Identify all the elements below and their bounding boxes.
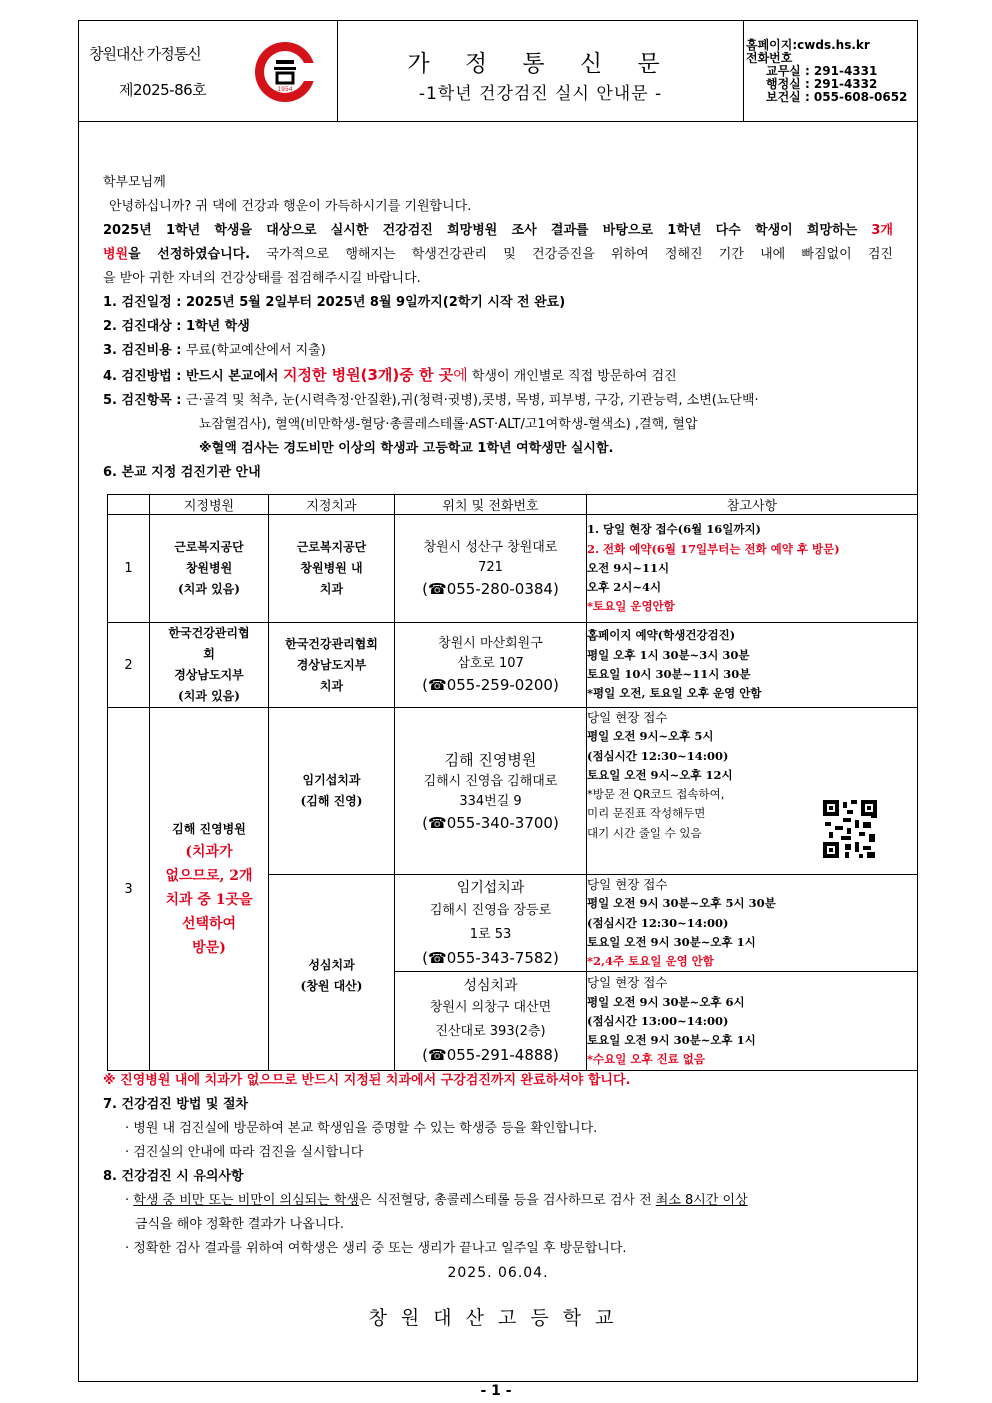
issue-date: 2025. 06.04. [447, 1265, 549, 1281]
qr-code-icon[interactable] [823, 800, 877, 858]
notes-cell: 홈페이지 예약(학생건강검진) 평일 오후 1시 30분~3시 30분 토요일 10시 30분~11시 30분 *평일 오전, 토요일 오후 운영 안함 [587, 623, 918, 708]
intro-line-3: 병원을 선정하였습니다. 국가적으로 행해지는 학생건강관리 및 건강증진을 위하여 정해진 기간 내에 빠짐없이 검진 [103, 247, 893, 262]
page-number: - 1 - [480, 1383, 512, 1399]
intro-line-2: 2025년 1학년 학생을 대상으로 실시한 건강검진 희망병원 조사 결과를 바탕으로 1학년 다수 학생이 희망하는 3개 [103, 223, 893, 238]
table-header-row [108, 495, 918, 515]
location-cell: 성심치과 창원시 의창구 대산면 진산대로 393(2층) (☎055-291-4888) [395, 972, 587, 1071]
dental-cell: 한국건강관리협회 경상남도지부 치과 [269, 623, 395, 708]
item-4: 4. 검진방법 : 반드시 본교에서 지정한 병원(3개)중 한 곳에 학생이 개인별로 직접 방문하여 검진 [103, 366, 677, 384]
school-logo-icon [254, 41, 316, 103]
header-center-cell [338, 21, 744, 121]
header [79, 21, 917, 122]
location-cell: 창원시 성산구 창원대로 721 (☎055-280-0384) [395, 515, 587, 623]
item-7-a: · 병원 내 검진실에 방문하여 본교 학생임을 증명할 수 있는 학생증 등을 확인합니다. [125, 1121, 598, 1136]
header-location: 위치 및 전화번호 [395, 495, 587, 515]
header-num [108, 495, 150, 515]
item-6: 6. 본교 지정 검진기관 안내 [103, 465, 261, 480]
item-8: 8. 건강검진 시 유의사항 [103, 1169, 244, 1184]
table-row [108, 708, 918, 875]
contact-info [746, 39, 907, 104]
table-row [108, 515, 918, 623]
page-frame [78, 20, 918, 1382]
item-7-b: · 검진실의 안내에 따라 검진을 실시합니다 [125, 1145, 364, 1160]
item-5-note: ※혈액 검사는 경도비만 이상의 학생과 고등학교 1학년 여학생만 실시함. [199, 441, 614, 456]
intro-line-1: 안녕하십니까? 귀 댁에 건강과 행운이 가득하시기를 기원합니다. [109, 199, 472, 214]
letter-footer [103, 1069, 893, 1285]
phone-health: 보건실 : 055-608-0652 [766, 90, 908, 104]
table-row [108, 623, 918, 708]
letter-body [103, 171, 893, 485]
header-notes: 참고사항 [587, 495, 918, 515]
phone-number: (☎055-280-0384) [422, 579, 559, 598]
row-number: 3 [108, 708, 150, 1071]
phone-label: 전화번호 [746, 51, 793, 65]
location-cell: 임기섭치과 김해시 진영읍 장등로 1로 53 (☎055-343-7582) [395, 875, 587, 972]
hospital-table [107, 494, 918, 1071]
phone-office: 교무실 : 291-4331 [766, 64, 878, 78]
phone-number: (☎055-259-0200) [422, 676, 559, 694]
hospital-cell: 한국건강관리협 회 경상남도지부 (치과 있음) [150, 623, 269, 708]
header-right-cell [744, 21, 917, 121]
notes-cell: 1. 당일 현장 접수(6월 16일까지) 2. 전화 예약(6월 17일부터는 전화 예약 후 방문) 오전 9시~11시 오후 2시~4시 *토요일 운영안함 [587, 515, 918, 623]
location-cell: 김해 진영병원 김해시 진영읍 김해대로 334번길 9 (☎055-340-3700) [395, 708, 587, 875]
notes-cell: 당일 현장 접수 평일 오전 9시~오후 5시 (점심시간 12:30~14:00) 토요일 오전 9시~오후 12시 *방문 전 QR코드 접속하여, 미리 문진표 작성해두면 대기 시간 줄일 수 있음 [587, 708, 918, 875]
item-8-b: · 정확한 검사 결과를 위하여 여학생은 생리 중 또는 생리가 끝나고 일주일 후 방문합니다. [125, 1241, 627, 1256]
hospital-cell: 김해 진영병원 (치과가 없으므로, 2개 치과 중 1곳을 선택하여 방문) [150, 708, 269, 1071]
hospital-cell: 근로복지공단 창원병원 (치과 있음) [150, 515, 269, 623]
notes-cell: 당일 현장 접수 평일 오전 9시 30분~오후 5시 30분 (점심시간 12:30~14:00) 토요일 오전 9시 30분~오후 1시 *2,4주 토요일 운영 안함 [587, 875, 918, 972]
intro-line-4: 을 받아 귀한 자녀의 건강상태를 점검해주시길 바랍니다. [103, 271, 421, 286]
document-subtitle: -1학년 건강검진 실시 안내문 - [418, 84, 663, 104]
row-number: 2 [108, 623, 150, 708]
greeting: 학부모님께 [103, 175, 166, 190]
phone-number: (☎055-291-4888) [422, 1046, 559, 1065]
dental-cell: 성심치과 (창원 대산) [269, 875, 395, 1071]
row-number: 1 [108, 515, 150, 623]
item-8-a: · 학생 중 비만 또는 비만이 의심되는 학생은 식전혈당, 총콜레스테롤 등을 검사하므로 검사 전 최소 8시간 이상 [125, 1193, 748, 1208]
item-1: 1. 검진일정 : 2025년 5월 2일부터 2025년 8월 9일까지(2학기 시작 전 완료) [103, 295, 566, 310]
phone-admin: 행정실 : 291-4332 [766, 77, 878, 91]
phone-number: (☎055-343-7582) [422, 949, 559, 968]
homepage-link[interactable]: 홈페이지:cwds.hs.kr [746, 38, 870, 52]
school-name: 창원대산 가정통신 [89, 45, 201, 63]
header-left-cell [79, 21, 338, 121]
location-cell: 창원시 마산회원구 삼호로 107 (☎055-259-0200) [395, 623, 587, 708]
logo-year: 1954 [277, 86, 293, 93]
item-3: 3. 검진비용 : 무료(학교예산에서 지출) [103, 343, 326, 358]
dental-cell: 근로복지공단 창원병원 내 치과 [269, 515, 395, 623]
school-signature: 창원대산고등학교 [368, 1307, 628, 1329]
item-5-continued: 뇨잠혈검사), 혈액(비만학생-혈당·총콜레스테롤·AST·ALT/고1여학생-혈색소) ,결핵, 혈압 [199, 417, 698, 432]
header-dental: 지정치과 [269, 495, 395, 515]
item-7: 7. 건강검진 방법 및 절차 [103, 1097, 249, 1112]
notes-cell: 당일 현장 접수 평일 오전 9시 30분~오후 6시 (점심시간 13:00~14:00) 토요일 오전 9시 30분~오후 1시 *수요일 오후 진료 없음 [587, 972, 918, 1071]
item-8-a-continued: 금식을 해야 정확한 결과가 나옵니다. [135, 1217, 345, 1232]
item-2: 2. 검진대상 : 1학년 학생 [103, 319, 250, 334]
issue-number: 제2025-86호 [119, 81, 207, 99]
phone-number: (☎055-340-3700) [422, 814, 559, 832]
dental-cell: 임기섭치과 (김해 진영) [269, 708, 395, 875]
document-title: 가 정 통 신 문 [407, 51, 674, 77]
dental-warning: ※ 진영병원 내에 치과가 없으므로 반드시 지정된 치과에서 구강검진까지 완료하셔야 합니다. [103, 1073, 631, 1088]
header-hospital: 지정병원 [150, 495, 269, 515]
item-5: 5. 검진항목 : 근·골격 및 척추, 눈(시력측정·안질환),귀(청력·귓병),콧병, 목병, 피부병, 구강, 기관능력, 소변(뇨단백· [103, 393, 759, 408]
